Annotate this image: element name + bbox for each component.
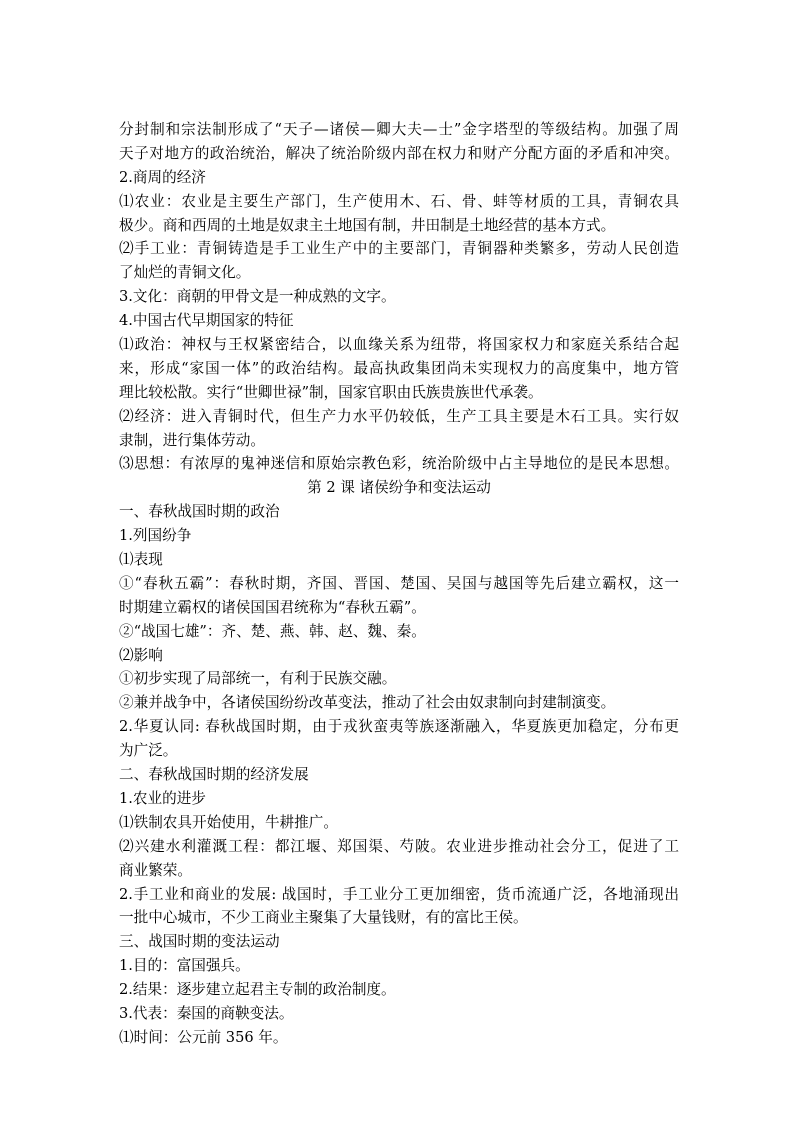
text-line: 2.商周的经济: [119, 168, 206, 186]
text-line: ②兼并战争中，各诸侯国纷纷改革变法，推动了社会由奴隶制向封建制演变。: [119, 694, 616, 712]
text-line: 3.代表：秦国的商鞅变法。: [119, 1004, 294, 1022]
text-line: ①初步实现了局部统一，有利于民族交融。: [119, 670, 397, 688]
text-line: 为广泛。: [119, 742, 178, 760]
text-line: 4.中国古代早期国家的特征: [119, 312, 294, 330]
text-line: 了灿烂的青铜文化。: [119, 264, 251, 282]
lesson-heading: 第 2 课 诸侯纷争和变法运动: [307, 479, 491, 497]
text-line: ⑶思想：有浓厚的鬼神迷信和原始宗教色彩，统治阶级中占主导地位的是民本思想。: [119, 455, 679, 473]
text-line: 商业繁荣。: [119, 861, 192, 879]
text-line: 1.目的：富国强兵。: [119, 957, 250, 975]
text-line: 时期建立霸权的诸侯国国君统称为“春秋五霸”。: [119, 598, 426, 616]
text-line: ⑴时间：公元前 356 年。: [119, 1028, 288, 1046]
document-body: [119, 118, 679, 1050]
text-line: ⑴农业：农业是主要生产部门，生产使用木、石、骨、蚌等材质的工具，青铜农具: [119, 192, 679, 210]
text-line: 来，形成“家国一体”的政治结构。最高执政集团尚未实现权力的高度集中，地方管: [119, 359, 679, 377]
text-line: 一、春秋战国时期的政治: [119, 503, 280, 521]
text-line: 1.列国纷争: [119, 527, 192, 545]
text-line: ⑴政治：神权与王权紧密结合，以血缘关系为纽带，将国家权力和家庭关系结合起: [119, 336, 679, 354]
text-line: 2.华夏认同: 春秋战国时期，由于戎狄蛮夷等族逐渐融入，华夏族更加稳定，分布更: [119, 718, 679, 736]
text-line: ②“战国七雄”：齐、楚、燕、韩、赵、魏、秦。: [119, 622, 426, 640]
text-line: 隶制，进行集体劳动。: [119, 431, 265, 449]
text-line: 三、战国时期的变法运动: [119, 933, 280, 951]
text-line: 3.文化：商朝的甲骨文是一种成熟的文字。: [119, 288, 396, 306]
text-line: 2.手工业和商业的发展: 战国时，手工业分工更加细密，货币流通广泛，各地涌现出: [119, 885, 679, 903]
text-line: 2.结果：逐步建立起君主专制的政治制度。: [119, 981, 396, 999]
text-line: 极少。商和西周的土地是奴隶主土地国有制，井田制是土地经营的基本方式。: [119, 216, 616, 234]
text-line: 天子对地方的政治统治，解决了统治阶级内部在权力和财产分配方面的矛盾和冲突。: [119, 144, 679, 162]
text-line: ⑵手工业：青铜铸造是手工业生产中的主要部门，青铜器种类繁多，劳动人民创造: [119, 240, 679, 258]
text-line: ⑵影响: [119, 646, 163, 664]
text-line: 一批中心城市，不少工商业主聚集了大量钱财，有的富比王侯。: [119, 909, 528, 927]
text-line: 分封制和宗法制形成了“天子—诸侯—卿大夫—士”金字塔型的等级结构。加强了周: [119, 121, 679, 138]
text-line: ⑴铁制农具开始使用，牛耕推广。: [119, 813, 338, 831]
text-line: ①“春秋五霸”：春秋时期，齐国、晋国、楚国、吴国与越国等先后建立霸权，这一: [119, 574, 679, 592]
text-line: 理比较松散。实行“世卿世禄”制，国家官职由氏族贵族世代承袭。: [119, 383, 543, 401]
text-line: 二、春秋战国时期的经济发展: [119, 766, 309, 784]
text-line: ⑵经济：进入青铜时代，但生产力水平仍较低，生产工具主要是木石工具。实行奴: [119, 407, 679, 425]
text-line: ⑴表现: [119, 551, 163, 569]
text-line: ⑵兴建水利灌溉工程：都江堰、郑国渠、芍陂。农业进步推动社会分工，促进了工: [119, 837, 679, 855]
text-line: 1.农业的进步: [119, 789, 206, 807]
